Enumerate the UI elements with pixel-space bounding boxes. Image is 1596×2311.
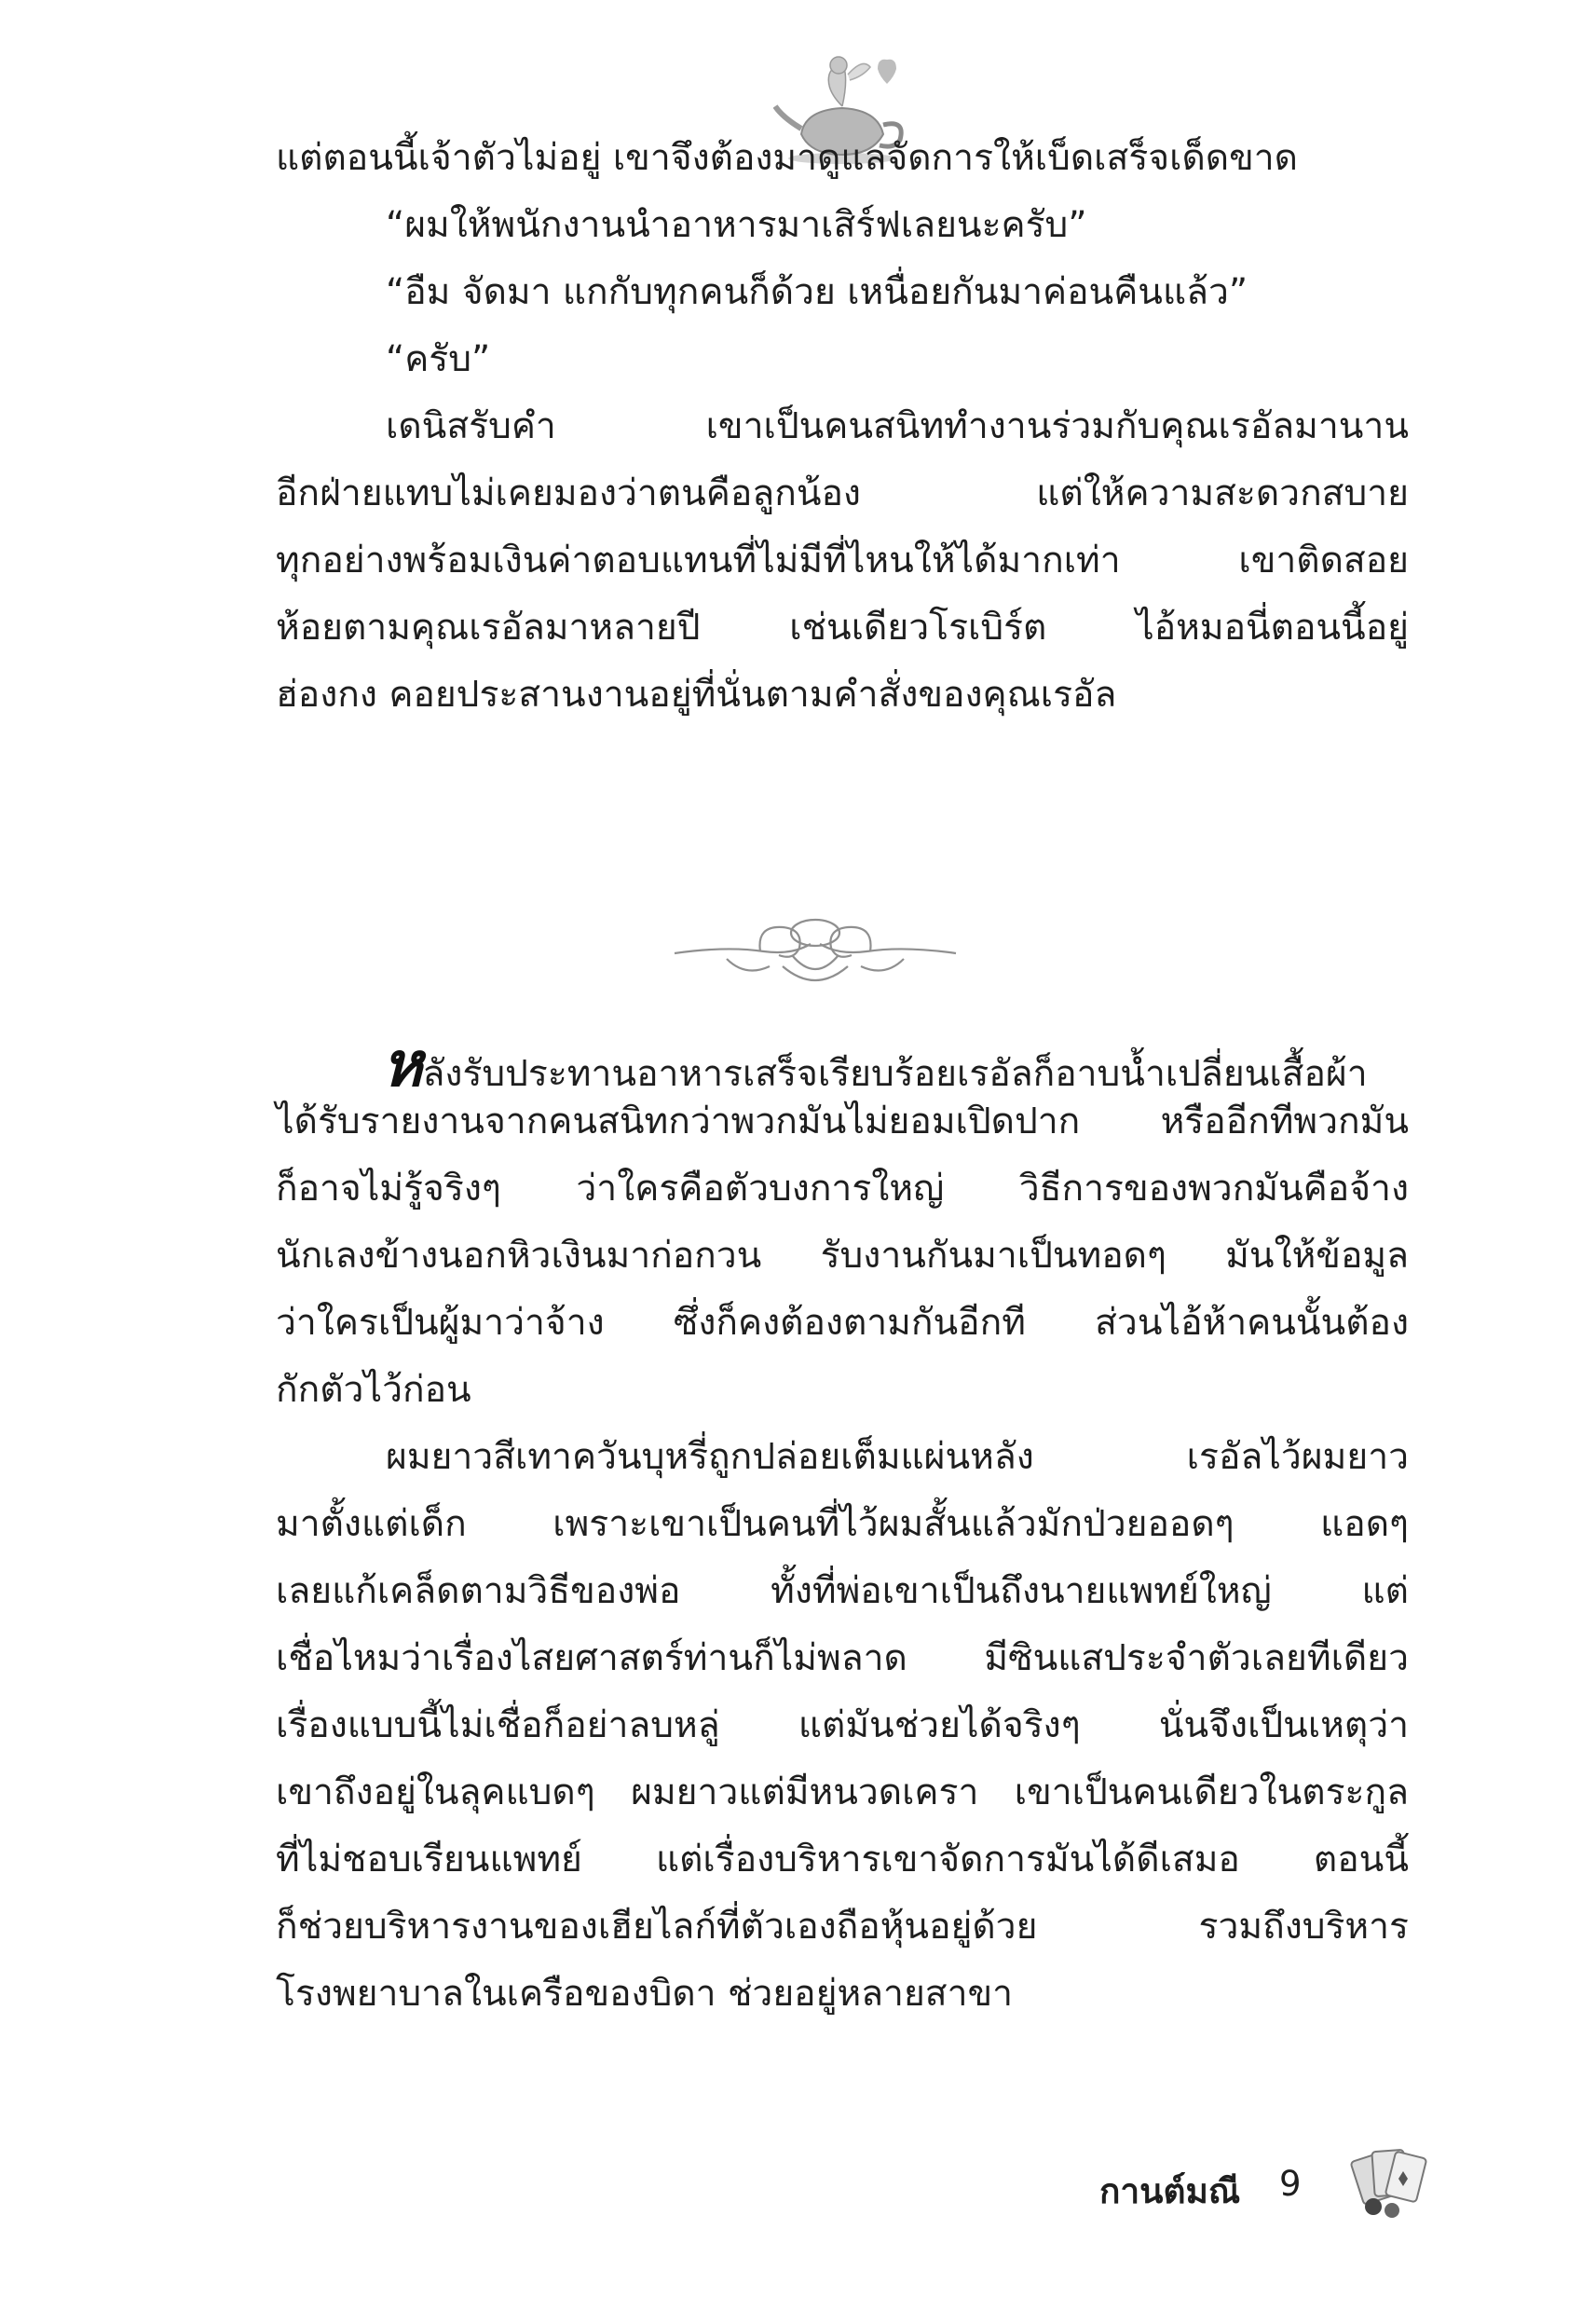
paragraph-line: อีกฝ่ายแทบไม่เคยมองว่าตนคือลูกน้อง แต่ให้ความสะดวกสบาย	[276, 472, 1409, 514]
paragraph-line: โรงพยาบาลในเครือของบิดา ช่วยอยู่หลายสาขา	[276, 1973, 1014, 2015]
paragraph-line: ที่ไม่ชอบเรียนแพทย์ แต่เรื่องบริหารเขาจัดการมันได้ดีเสมอ ตอนนี้	[276, 1839, 1409, 1880]
paragraph-line: กักตัวไว้ก่อน	[276, 1369, 471, 1411]
paragraph-line: เขาถึงอยู่ในลุคแบดๆ ผมยาวแต่มีหนวดเครา เขาเป็นคนเดียวในตระกูล	[276, 1771, 1409, 1813]
dialogue-line: “อืม จัดมา แกกับทุกคนก็ด้วย เหนื่อยกันมาค่อนคืนแล้ว”	[386, 271, 1248, 313]
paragraph-line: ห้อยตามคุณเรอัลมาหลายปี เช่นเดียวโรเบิร์ต ไอ้หมอนี่ตอนนี้อยู่	[276, 607, 1409, 649]
paragraph-line: ว่าใครเป็นผู้มาว่าจ้าง ซึ่งก็คงต้องตามกันอีกที ส่วนไอ้ห้าคนนั้นต้อง	[276, 1302, 1409, 1344]
paragraph-first-line	[382, 1029, 1409, 1101]
paragraph-line: เดนิสรับคำ เขาเป็นคนสนิททำงานร่วมกับคุณเรอัลมานาน	[386, 405, 1409, 447]
drop-cap: ห	[382, 1029, 423, 1101]
dialogue-line: “ผมให้พนักงานนำอาหารมาเสิร์ฟเลยนะครับ”	[386, 204, 1087, 246]
playing-cards-icon	[1349, 2143, 1431, 2220]
first-line-text: ลังรับประทานอาหารเสร็จเรียบร้อยเรอัลก็อาบน้ำเปลี่ยนเสื้อผ้า	[422, 1053, 1368, 1095]
paragraph-line: ก็อาจไม่รู้จริงๆ ว่าใครคือตัวบงการใหญ่ วิธีการของพวกมันคือจ้าง	[276, 1168, 1409, 1210]
flourish-divider	[671, 909, 960, 998]
paragraph-line: ได้รับรายงานจากคนสนิทกว่าพวกมันไม่ยอมเปิดปาก หรืออีกทีพวกมัน	[276, 1101, 1409, 1142]
paragraph-line: นักเลงข้างนอกหิวเงินมาก่อกวน รับงานกันมาเป็นทอดๆ มันให้ข้อมูล	[276, 1235, 1409, 1277]
paragraph-line: แต่ตอนนี้เจ้าตัวไม่อยู่ เขาจึงต้องมาดูแลจัดการให้เบ็ดเสร็จเด็ดขาด	[276, 137, 1298, 179]
paragraph-line: เลยแก้เคล็ดตามวิธีของพ่อ ทั้งที่พ่อเขาเป็นถึงนายแพทย์ใหญ่ แต่	[276, 1570, 1409, 1612]
page-number: 9	[1279, 2164, 1302, 2204]
paragraph-line: ก็ช่วยบริหารงานของเฮียไลก์ที่ตัวเองถือหุ้นอยู่ด้วย รวมถึงบริหาร	[276, 1906, 1409, 1948]
paragraph-line: เชื่อไหมว่าเรื่องไสยศาสตร์ท่านก็ไม่พลาด มีซินแสประจำตัวเลยทีเดียว	[276, 1637, 1409, 1679]
paragraph-line: ฮ่องกง คอยประสานงานอยู่ที่นั่นตามคำสั่งของคุณเรอัล	[276, 674, 1117, 716]
footer-book-title: กานต์มณี	[1099, 2171, 1241, 2211]
paragraph-line: มาตั้งแต่เด็ก เพราะเขาเป็นคนที่ไว้ผมสั้นแล้วมักป่วยออดๆ แอดๆ	[276, 1503, 1409, 1545]
paragraph-line: ผมยาวสีเทาควันบุหรี่ถูกปล่อยเต็มแผ่นหลัง เรอัลไว้ผมยาว	[386, 1436, 1409, 1478]
dialogue-line: “ครับ”	[386, 338, 491, 380]
paragraph-line: ทุกอย่างพร้อมเงินค่าตอบแทนที่ไม่มีที่ไหนให้ได้มากเท่า เขาติดสอย	[276, 540, 1409, 581]
paragraph-line: เรื่องแบบนี้ไม่เชื่อก็อย่าลบหลู่ แต่มันช่วยได้จริงๆ นั่นจึงเป็นเหตุว่า	[276, 1704, 1409, 1746]
